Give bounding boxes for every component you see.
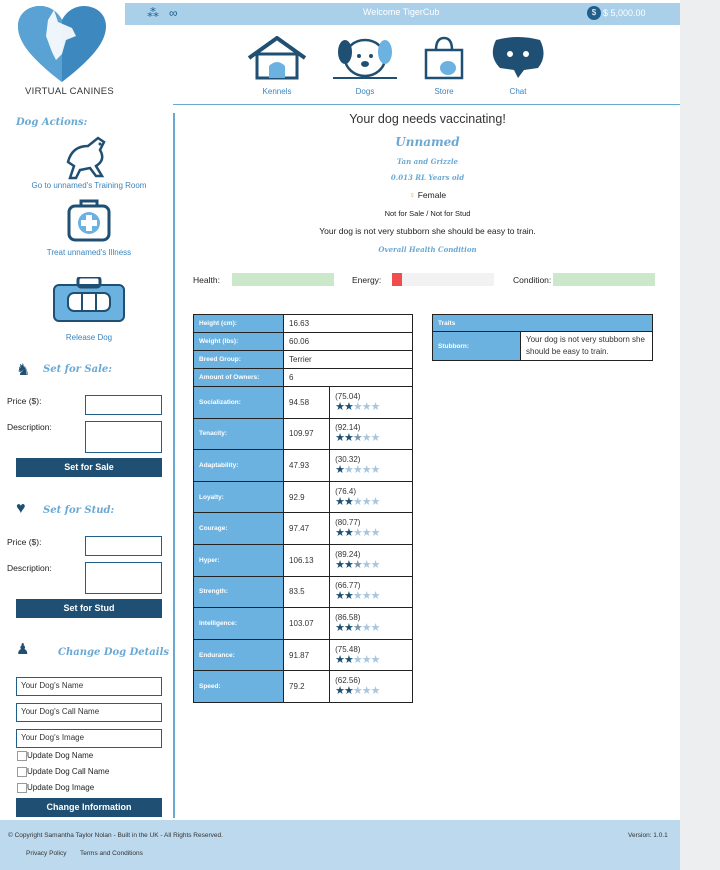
skill-row	[194, 513, 413, 545]
skill-potential-cell	[330, 387, 413, 419]
skill-value: 83.5	[284, 576, 330, 608]
nav-kennels[interactable]	[245, 36, 309, 96]
sale-status: Not for Sale / Not for Stud	[384, 209, 471, 218]
star-icon: ★	[361, 590, 371, 603]
paw-icon[interactable]: ⁂	[147, 6, 159, 20]
star-icon: ★	[352, 463, 362, 476]
version-text: Version: 1.0.1	[628, 832, 668, 839]
update-name-checkbox[interactable]	[17, 751, 27, 761]
star-icon: ★	[343, 463, 353, 476]
stat-value: Terrier	[284, 351, 413, 369]
stud-description-input[interactable]	[85, 562, 162, 594]
star-icon: ★	[352, 432, 362, 445]
sale-description-input[interactable]	[85, 421, 162, 453]
sale-description-label: Description:	[7, 422, 52, 432]
energy-label: Energy:	[352, 275, 382, 285]
energy-bar	[392, 273, 494, 286]
condition-label: Condition:	[513, 275, 552, 285]
dog-call-name-input[interactable]: Your Dog's Call Name	[16, 703, 162, 722]
skill-row	[194, 671, 413, 703]
skill-label: Courage:	[194, 513, 284, 545]
update-call-name-checkbox[interactable]	[17, 767, 27, 777]
skill-potential: (30.32)	[335, 454, 361, 464]
change-information-button[interactable]: Change Information	[16, 798, 162, 817]
star-icon: ★	[335, 400, 344, 413]
skill-label: Endurance:	[194, 639, 284, 671]
star-icon: ★	[335, 653, 344, 666]
skill-star-rating	[335, 402, 407, 413]
star-icon: ★	[352, 621, 362, 634]
star-icon: ★	[361, 558, 371, 571]
star-icon: ★	[343, 527, 353, 540]
dog-actions-heading: Dog Actions:	[16, 117, 88, 128]
skill-label: Loyalty:	[194, 481, 284, 513]
release-dog-link[interactable]: Release Dog	[65, 333, 113, 342]
skill-label: Speed:	[194, 671, 284, 703]
stud-price-input[interactable]	[85, 536, 162, 556]
update-image-label: Update Dog Image	[27, 783, 95, 792]
dog-coat: Tan and Grizzle	[397, 157, 458, 166]
star-icon: ★	[343, 590, 353, 603]
skill-value: 97.47	[284, 513, 330, 545]
star-icon: ★	[370, 432, 380, 445]
chat-icon	[486, 36, 550, 80]
skill-potential: (80.77)	[335, 518, 361, 528]
star-icon: ★	[361, 621, 371, 634]
set-for-stud-button[interactable]: Set for Stud	[16, 599, 162, 618]
stud-description-label: Description:	[7, 563, 52, 573]
skill-potential-cell	[330, 450, 413, 482]
dog-gender-text: Female	[417, 190, 447, 200]
stat-label: Amount of Owners:	[194, 369, 284, 387]
condition-bar-fill	[553, 273, 655, 286]
star-icon: ★	[343, 653, 353, 666]
star-icon: ★	[352, 527, 362, 540]
trait-label: Stubborn:	[433, 332, 521, 361]
sale-price-input[interactable]	[85, 395, 162, 415]
release-crate-icon[interactable]	[52, 277, 126, 323]
star-icon: ★	[335, 685, 344, 698]
skill-star-rating	[335, 591, 407, 602]
sale-heading: Set for Sale:	[43, 364, 112, 375]
skill-row	[194, 576, 413, 608]
skill-potential-cell	[330, 418, 413, 450]
star-icon: ★	[343, 685, 353, 698]
skill-potential: (76.4)	[335, 486, 356, 496]
skill-row	[194, 418, 413, 450]
star-icon: ★	[370, 590, 380, 603]
traits-heading: Traits	[433, 315, 653, 332]
health-bar-fill	[232, 273, 334, 286]
details-dog-icon: ♟	[16, 641, 30, 658]
nav-divider	[173, 104, 680, 105]
update-call-name-label: Update Dog Call Name	[27, 767, 110, 776]
temperament-text: Your dog is not very stubborn she should be easy to train.	[319, 226, 536, 236]
female-icon: ♀	[408, 190, 416, 200]
stat-value: 60.06	[284, 333, 413, 351]
sale-price-label: Price ($):	[7, 396, 42, 406]
dog-image-input[interactable]: Your Dog's Image	[16, 729, 162, 748]
sidebar-divider	[173, 113, 175, 818]
energy-bar-fill	[392, 273, 402, 286]
star-icon: ★	[352, 400, 362, 413]
skill-potential: (62.56)	[335, 676, 361, 686]
star-icon: ★	[343, 621, 353, 634]
stats-row	[194, 351, 413, 369]
star-icon: ★	[361, 432, 371, 445]
set-for-sale-button[interactable]: Set for Sale	[16, 458, 162, 477]
skill-potential-cell	[330, 671, 413, 703]
skill-row	[194, 450, 413, 482]
star-icon: ★	[370, 527, 380, 540]
stat-label: Height (cm):	[194, 315, 284, 333]
star-icon: ★	[361, 400, 371, 413]
star-icon: ★	[361, 653, 371, 666]
star-icon: ★	[352, 495, 362, 508]
nav-store[interactable]	[412, 36, 476, 96]
nav-chat-label: Chat	[509, 87, 527, 96]
health-bar	[232, 273, 334, 286]
stud-price-label: Price ($):	[7, 537, 42, 547]
skill-label: Tenacity:	[194, 418, 284, 450]
skill-potential: (66.77)	[335, 581, 361, 591]
star-icon: ★	[335, 527, 344, 540]
stat-value: 6	[284, 369, 413, 387]
skill-row	[194, 608, 413, 640]
treat-illness-link[interactable]: Treat unnamed's Illness	[46, 248, 132, 257]
star-icon: ★	[352, 590, 362, 603]
stats-row	[194, 315, 413, 333]
star-icon: ★	[361, 495, 371, 508]
copyright-text: © Copyright Samantha Taylor Nolan - Built in the UK - All Rights Reserved.	[8, 832, 223, 839]
skill-potential-cell	[330, 639, 413, 671]
logo-heart-icon	[18, 6, 106, 84]
skill-star-rating	[335, 497, 407, 508]
star-icon: ★	[370, 653, 380, 666]
star-icon: ★	[352, 685, 362, 698]
dog-icon	[333, 36, 397, 80]
star-icon: ★	[352, 558, 362, 571]
skill-value: 92.9	[284, 481, 330, 513]
star-icon: ★	[343, 558, 353, 571]
dog-name-input[interactable]: Your Dog's Name	[16, 677, 162, 696]
skill-star-rating	[335, 686, 407, 697]
stud-heading: Set for Stud:	[43, 505, 115, 516]
dog-gender	[175, 190, 680, 200]
skill-potential-cell	[330, 608, 413, 640]
stat-label: Weight (lbs):	[194, 333, 284, 351]
top-bar	[125, 3, 680, 25]
skill-potential: (75.48)	[335, 644, 361, 654]
skill-star-rating	[335, 560, 407, 571]
skill-potential-cell	[330, 481, 413, 513]
star-icon: ★	[343, 400, 353, 413]
nav-dogs[interactable]	[333, 36, 397, 96]
skill-value: 91.87	[284, 639, 330, 671]
star-icon: ★	[361, 527, 371, 540]
training-room-link[interactable]: Go to unnamed's Training Room	[31, 181, 147, 190]
nav-dogs-label: Dogs	[355, 87, 375, 96]
dogs-icon[interactable]: ∞	[169, 6, 178, 20]
logo-text: VIRTUAL CANINES	[25, 86, 114, 97]
skill-row	[194, 387, 413, 419]
star-icon: ★	[370, 495, 380, 508]
skill-label: Intelligence:	[194, 608, 284, 640]
star-icon: ★	[343, 495, 353, 508]
skill-value: 94.58	[284, 387, 330, 419]
skill-star-rating	[335, 623, 407, 634]
overall-health-heading: Overall Health Condition	[378, 245, 477, 254]
change-details-heading: Change Dog Details	[58, 647, 169, 658]
logo[interactable]	[18, 6, 106, 84]
skill-star-rating	[335, 433, 407, 444]
skill-value: 79.2	[284, 671, 330, 703]
traits-table	[432, 314, 653, 361]
skill-value: 109.97	[284, 418, 330, 450]
skill-potential-cell	[330, 544, 413, 576]
star-icon: ★	[352, 653, 362, 666]
skill-potential: (75.04)	[335, 391, 361, 401]
update-name-label: Update Dog Name	[27, 751, 94, 760]
skill-star-rating	[335, 465, 407, 476]
skill-label: Adaptability:	[194, 450, 284, 482]
star-icon: ★	[370, 621, 380, 634]
dog-stats-table	[193, 314, 413, 703]
health-label: Health:	[193, 275, 220, 285]
skill-row	[194, 544, 413, 576]
nav-chat[interactable]	[486, 36, 550, 96]
page-margin	[680, 0, 720, 870]
skill-label: Socialization:	[194, 387, 284, 419]
nav-store-label: Store	[434, 87, 454, 96]
footer	[0, 820, 680, 870]
stat-value: 16.63	[284, 315, 413, 333]
money-balance: $ 5,000.00	[603, 8, 646, 18]
first-aid-kit-icon[interactable]	[66, 198, 112, 242]
welcome-text: Welcome TigerCub	[363, 7, 440, 17]
store-bag-icon	[412, 36, 476, 80]
skill-potential: (86.58)	[335, 612, 361, 622]
dog-age: 0.013 RL Years old	[390, 173, 465, 182]
star-icon: ★	[343, 432, 353, 445]
skill-potential-cell	[330, 513, 413, 545]
money-icon: $	[587, 6, 601, 20]
dog-name: Unnamed	[395, 135, 460, 149]
skill-row	[194, 481, 413, 513]
skill-star-rating	[335, 528, 407, 539]
skill-label: Hyper:	[194, 544, 284, 576]
star-icon: ★	[335, 495, 344, 508]
star-icon: ★	[361, 463, 371, 476]
training-dog-icon[interactable]	[62, 132, 116, 180]
privacy-policy-link[interactable]: Privacy Policy	[26, 850, 67, 857]
star-icon: ★	[370, 463, 380, 476]
star-icon: ★	[370, 685, 380, 698]
skill-potential: (89.24)	[335, 549, 361, 559]
skill-row	[194, 639, 413, 671]
star-icon: ★	[335, 558, 344, 571]
skill-value: 47.93	[284, 450, 330, 482]
page-title: Your dog needs vaccinating!	[349, 112, 506, 126]
star-icon: ★	[335, 432, 344, 445]
stud-heart-icon: ♥	[16, 500, 26, 517]
star-icon: ★	[335, 463, 344, 476]
nav-kennels-label: Kennels	[262, 87, 292, 96]
sale-dog-icon: ♞	[16, 362, 31, 379]
kennel-icon	[245, 36, 309, 80]
skill-value: 106.13	[284, 544, 330, 576]
stat-label: Breed Group:	[194, 351, 284, 369]
skill-value: 103.07	[284, 608, 330, 640]
stats-row	[194, 369, 413, 387]
skill-star-rating	[335, 655, 407, 666]
trait-text: Your dog is not very stubborn she should be easy to train.	[521, 332, 653, 361]
terms-link[interactable]: Terms and Conditions	[80, 850, 143, 857]
skill-potential: (92.14)	[335, 423, 361, 433]
skill-potential-cell	[330, 576, 413, 608]
star-icon: ★	[370, 558, 380, 571]
star-icon: ★	[335, 621, 344, 634]
star-icon: ★	[361, 685, 371, 698]
skill-label: Strength:	[194, 576, 284, 608]
stats-row	[194, 333, 413, 351]
condition-bar	[553, 273, 655, 286]
update-image-checkbox[interactable]	[17, 783, 27, 793]
star-icon: ★	[370, 400, 380, 413]
star-icon: ★	[335, 590, 344, 603]
